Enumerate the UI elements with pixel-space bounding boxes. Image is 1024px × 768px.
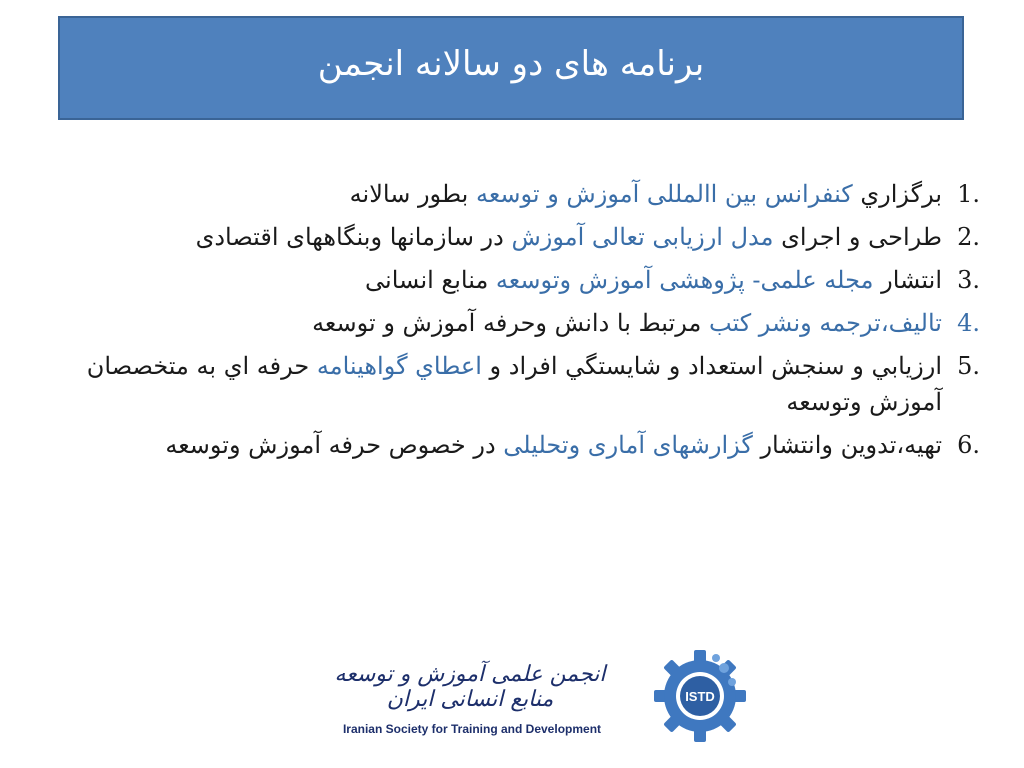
program-list-item xyxy=(40,176,980,212)
list-item-text: در سازمانها وبنگاههای اقتصادی xyxy=(195,223,512,251)
list-item-text: برگزاري xyxy=(852,180,942,208)
highlighted-text: گزارشهای آماری وتحلیلی xyxy=(503,431,753,459)
program-list-item xyxy=(40,348,980,420)
program-list-item xyxy=(40,427,980,463)
list-item-text: حرفه اي به متخصصان آموزش وتوسعه xyxy=(86,352,942,416)
list-item-number: 2. xyxy=(957,223,980,251)
list-item-text: طراحی و اجرای xyxy=(773,223,942,251)
list-item-text: ارزيابي و سنجش استعداد و شايستگي افراد و xyxy=(481,352,942,380)
logo-emblem-text: ISTD xyxy=(685,689,715,704)
program-list-item xyxy=(40,219,980,255)
list-item-text: انتشار xyxy=(873,266,942,294)
program-list xyxy=(40,176,980,470)
highlighted-text: کنفرانس بین االمللی آموزش و توسعه xyxy=(475,180,853,208)
list-item-text: مرتبط با دانش وحرفه آموزش و توسعه xyxy=(312,309,709,337)
logo-english-name: Iranian Society for Training and Development xyxy=(342,722,602,736)
list-item-text: تهیه،تدوین وانتشار xyxy=(752,431,942,459)
slide-title: برنامه های دو سالانه انجمن xyxy=(317,44,705,84)
list-item-number: 6. xyxy=(957,431,980,459)
logo-persian-name: انجمن علمی آموزش و توسعه منابع انسانی ایران xyxy=(334,662,606,712)
list-item-text: بطور سالانه xyxy=(349,180,476,208)
gear-logo-icon xyxy=(652,648,748,744)
list-item-number: 4. xyxy=(957,309,980,337)
program-list-item xyxy=(40,305,980,341)
footer-logo xyxy=(322,648,752,744)
list-item-text: در خصوص حرفه آموزش وتوسعه xyxy=(165,431,504,459)
program-list-item xyxy=(40,262,980,298)
list-item-number: 5. xyxy=(957,352,980,380)
list-item-text: منابع انسانی xyxy=(365,266,496,294)
slide-title-banner xyxy=(58,16,964,120)
highlighted-text: مجله علمی- پژوهشی آموزش وتوسعه xyxy=(495,266,874,294)
list-item-number: 1. xyxy=(957,180,980,208)
highlighted-text: مدل ارزیابی تعالی آموزش xyxy=(511,223,774,251)
highlighted-text: تالیف،ترجمه ونشر کتب xyxy=(708,309,942,337)
list-item-number: 3. xyxy=(957,266,980,294)
highlighted-text: اعطاي گواهینامه xyxy=(316,352,482,380)
